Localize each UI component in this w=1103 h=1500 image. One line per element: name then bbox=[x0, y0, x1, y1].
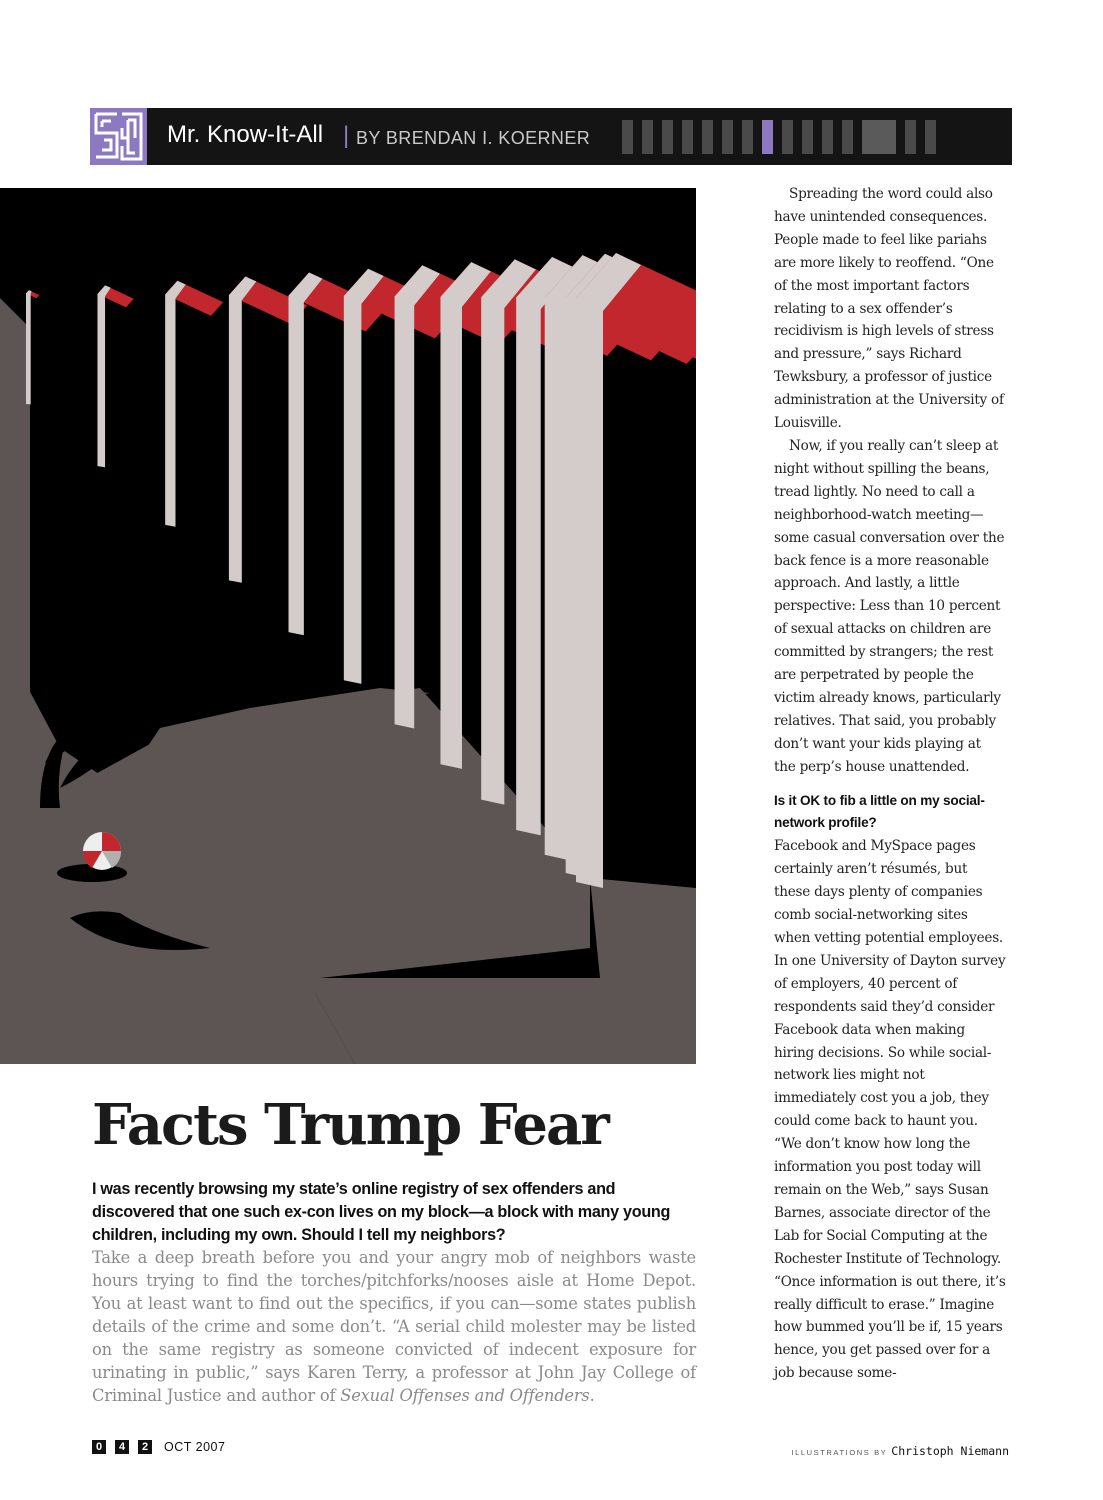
house-wall bbox=[26, 290, 31, 404]
header-tick bbox=[662, 120, 673, 154]
second-question: Is it OK to fib a little on my social-network profile? bbox=[774, 792, 985, 831]
shadow-ground bbox=[0, 298, 30, 748]
page-digit: 2 bbox=[138, 1440, 152, 1454]
right-column bbox=[774, 183, 1006, 1385]
header-tick bbox=[622, 120, 633, 154]
credit-label: ILLUSTRATIONS BY bbox=[791, 1448, 888, 1457]
column-paragraph-1: Spreading the word could also have unintended consequences. People made to feel like pariahs are more likely to reoffend. “One of the most important factors relating to a sex offender’s recidivism is high levels of stress and pressure,” says Richard Tewksbury, a professor of justice administration at the University of Louisville. bbox=[774, 186, 1004, 432]
header-tick bbox=[862, 120, 896, 154]
header-tick bbox=[742, 120, 753, 154]
page-digit: 4 bbox=[115, 1440, 129, 1454]
article-illustration bbox=[0, 188, 696, 1064]
title-separator: | bbox=[343, 122, 350, 149]
book-title: Sexual Offenses and Offenders bbox=[340, 1386, 590, 1405]
page-folio bbox=[92, 1440, 225, 1454]
column-header-bar bbox=[90, 108, 1012, 165]
header-tick-highlight bbox=[762, 120, 773, 154]
header-tick bbox=[642, 120, 653, 154]
credit-name: Christoph Niemann bbox=[891, 1444, 1009, 1458]
header-tick bbox=[702, 120, 713, 154]
answer-text: Take a deep breath before you and your angry mob of neighbors waste hours trying to find the torches/pitchforks/nooses aisle at Home Depot. You at least want to find out the specifics, if you can—some states publish details of the crime and some don’t. “A serial child molester may be listed on the same registry as someone convicted of indecent exposure for urinating in public,” says Karen Terry, a professor at John Jay College of Criminal Justice and author of bbox=[92, 1248, 696, 1405]
header-tick bbox=[925, 120, 936, 154]
byline: BY BRENDAN I. KOERNER bbox=[356, 128, 591, 148]
headline: Facts Trump Fear bbox=[92, 1092, 608, 1158]
column-paragraph-2: Now, if you really can’t sleep at night without spilling the beans, tread lightly. No need to call a neighborhood-watch meeting—some casual conversation over the back fence is a more reasonable approach. And lastly, a little perspective: Less than 10 percent of sexual attacks on children are committed by strangers; the rest are perpetrated by people the victim already knows, particularly relatives. That said, you probably don’t want your kids playing at the perp’s house unattended. bbox=[774, 437, 1005, 775]
answer-paragraph bbox=[92, 1246, 696, 1407]
header-tick bbox=[842, 120, 853, 154]
answer-end: . bbox=[589, 1386, 595, 1405]
issue-date: OCT 2007 bbox=[164, 1440, 226, 1454]
header-tick bbox=[802, 120, 813, 154]
header-tick-strip bbox=[622, 120, 936, 154]
column-title: Mr. Know-It-All bbox=[167, 121, 324, 148]
header-tick bbox=[905, 120, 916, 154]
header-tick bbox=[682, 120, 693, 154]
illustration-credit bbox=[791, 1442, 1009, 1460]
column-paragraph-3: Facebook and MySpace pages certainly aren’t résumés, but these days plenty of companies comb social-networking sites when vetting potential employees. In one University of Dayton survey of employers, 40 percent of respondents said they’d consider Facebook data when making hiring decisions. So while social-network lies might not immediately cost you a job, they could come back to haunt you. “We don’t know how long the information you post today will remain on the Web,” says Susan Barnes, associate director of the Lab for Social Computing at the Rochester Institute of Technology. “Once information is out there, it’s really difficult to erase.” Imagine how bummed you’ll be if, 15 years hence, you get passed over for a job because some- bbox=[774, 838, 1006, 1382]
header-tick bbox=[782, 120, 793, 154]
header-tick bbox=[722, 120, 733, 154]
page-digit: 0 bbox=[92, 1440, 106, 1454]
maze-glyph-icon bbox=[90, 108, 147, 165]
beach-ball-icon bbox=[83, 832, 121, 870]
reader-question: I was recently browsing my state’s online registry of sex offenders and discovered that one such ex-con lives on my block—a block with many young children, including my own. Should I tell my neighbors? bbox=[92, 1180, 671, 1244]
header-tick bbox=[822, 120, 833, 154]
